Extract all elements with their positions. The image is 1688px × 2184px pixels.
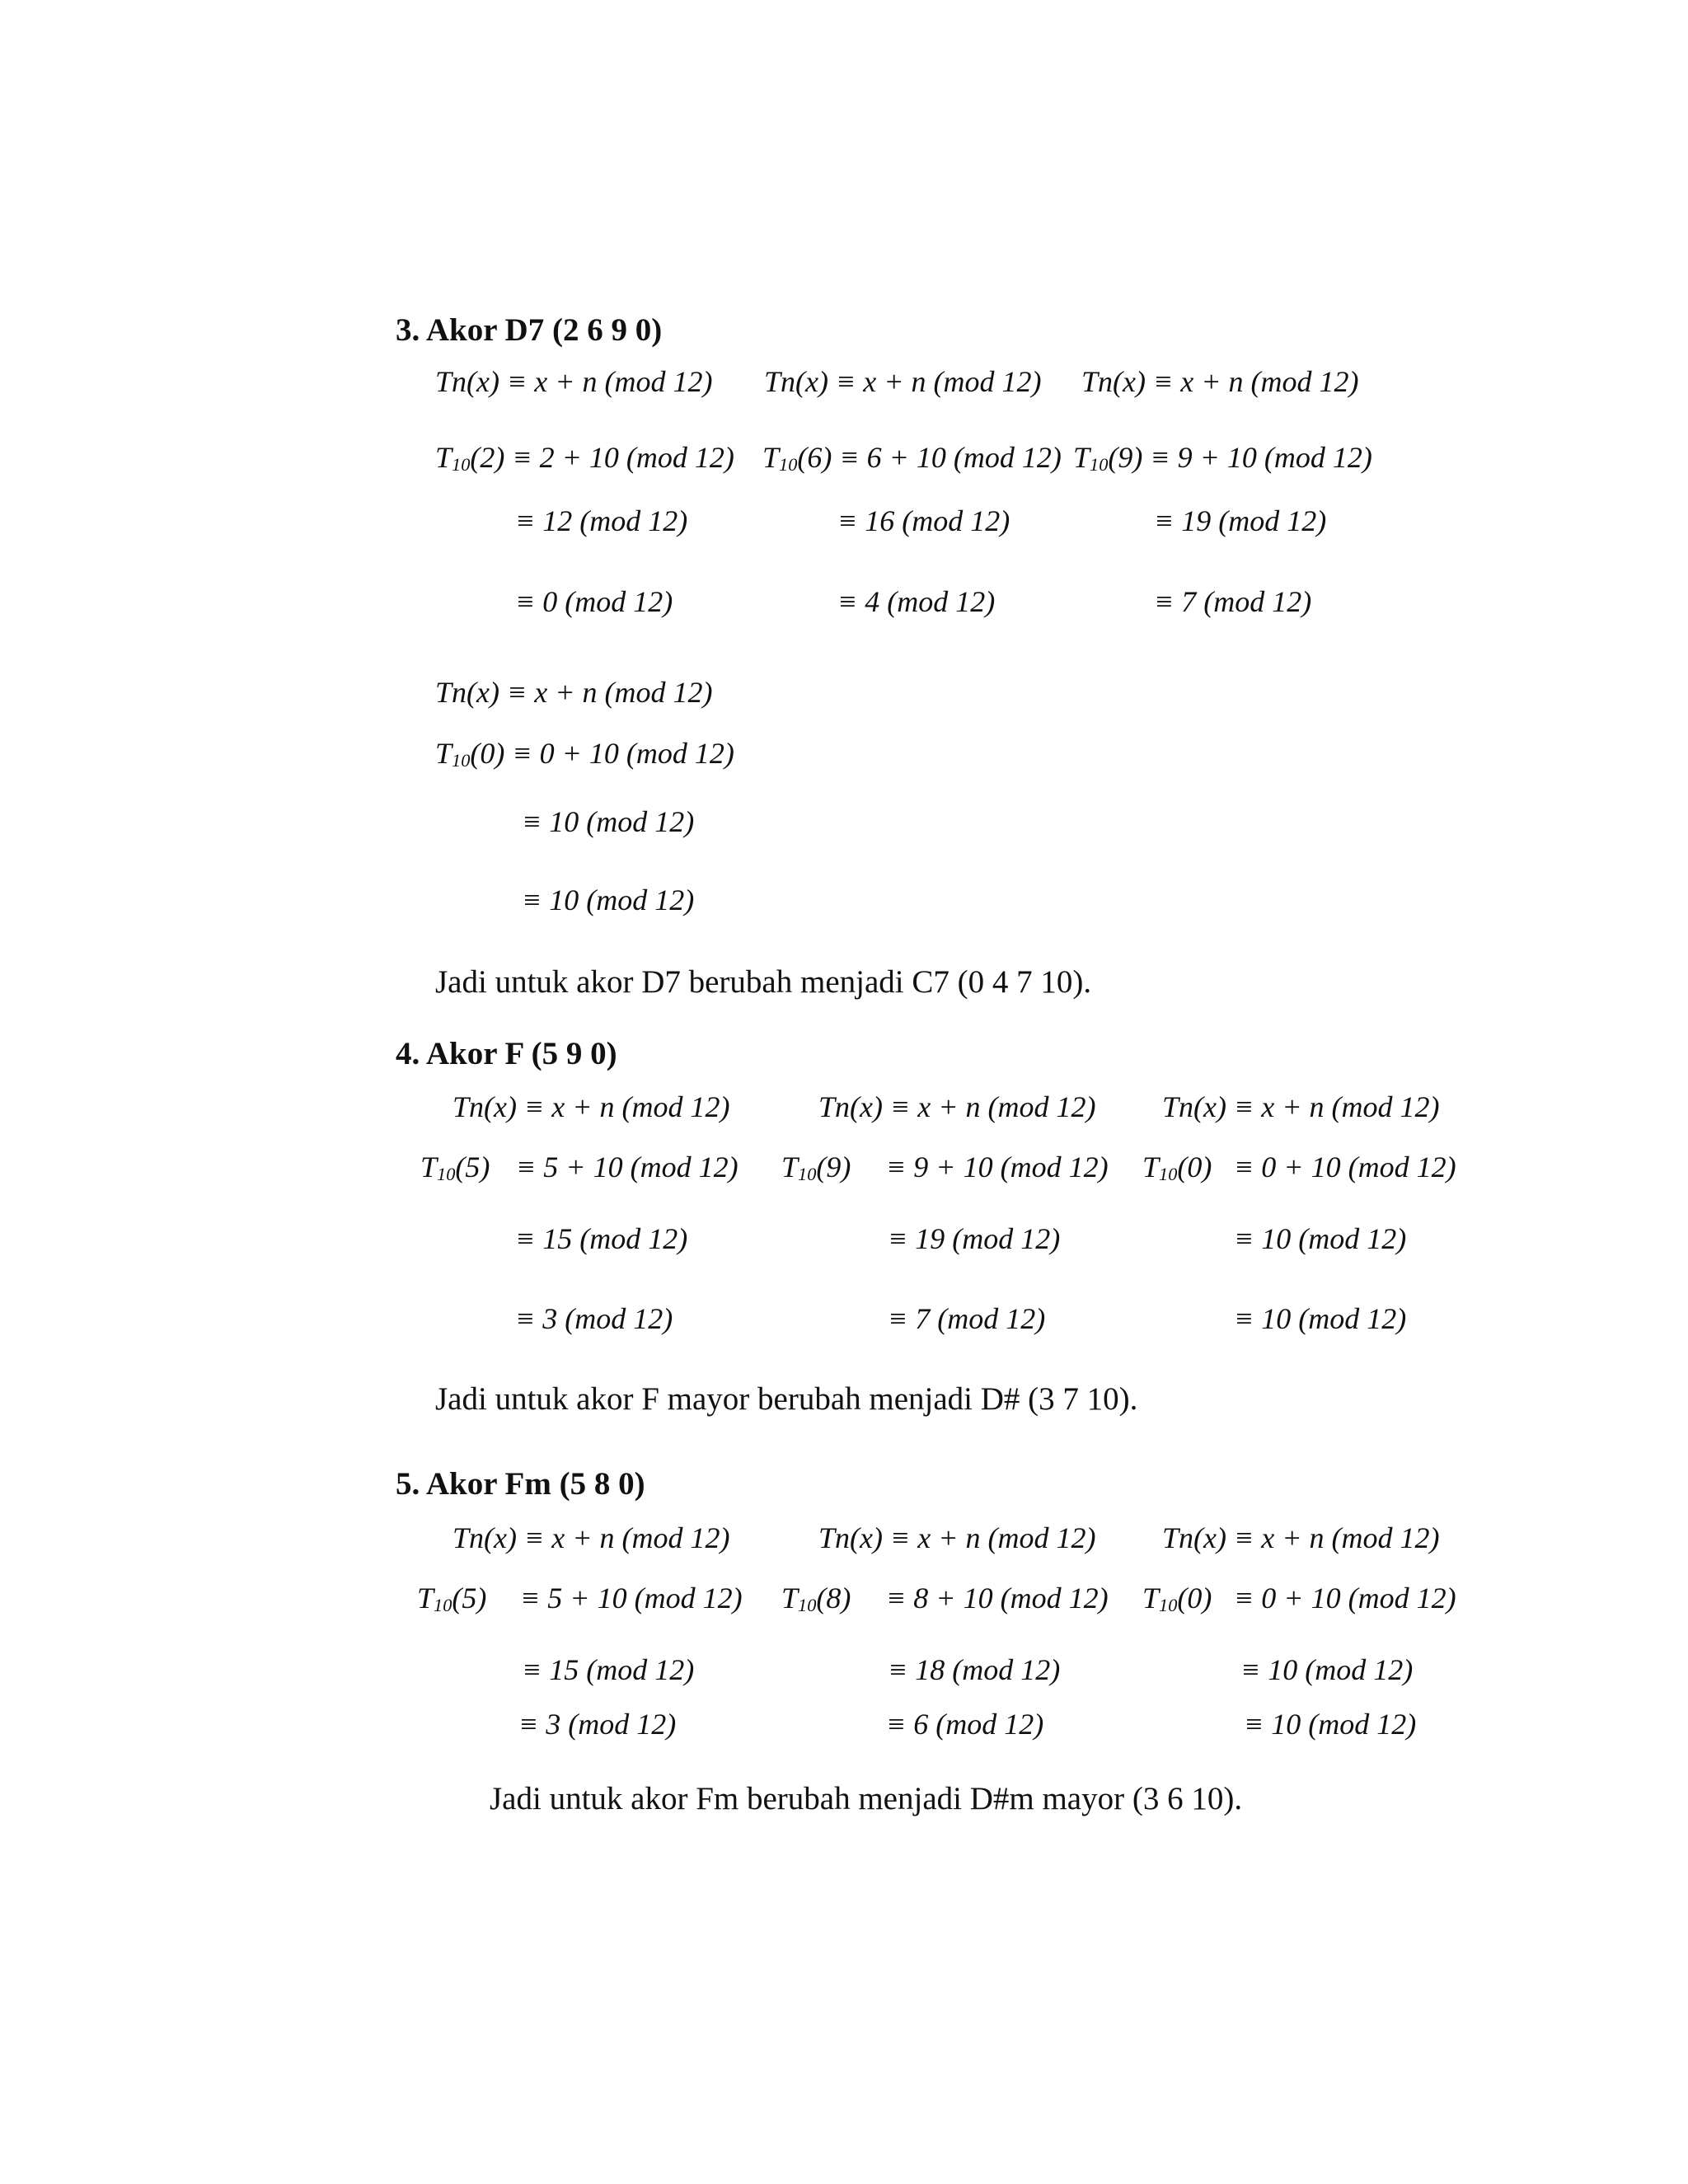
s4-conclusion: Jadi untuk akor F mayor berubah menjadi D# (3 7 10). <box>435 1381 1138 1417</box>
s5-col1-result: ≡ 3 (mod 12) <box>518 1708 677 1741</box>
s5-col1-general-formula: Tn(x) ≡ x + n (mod 12) <box>452 1521 730 1554</box>
s5-col2-sum: ≡ 18 (mod 12) <box>888 1653 1061 1686</box>
section-5-heading: 5. Akor Fm (5 8 0) <box>396 1466 645 1502</box>
s4-col1-substitution: ≡ 5 + 10 (mod 12) <box>516 1151 738 1183</box>
s5-col2-label: $T_{10}(8)$ <box>781 1582 851 1616</box>
s3-col3-result: ≡ 7 (mod 12) <box>1154 585 1312 618</box>
s4-col1-general-formula: Tn(x) ≡ x + n (mod 12) <box>452 1090 730 1123</box>
s3-col1-sum: ≡ 12 (mod 12) <box>515 504 688 537</box>
s4-col1-result: ≡ 3 (mod 12) <box>515 1302 673 1335</box>
s3-conclusion: Jadi untuk akor D7 berubah menjadi C7 (0 4 7 10). <box>435 964 1092 1000</box>
s5-col3-general-formula: Tn(x) ≡ x + n (mod 12) <box>1162 1521 1440 1554</box>
s3-col2-sum: ≡ 16 (mod 12) <box>837 504 1010 537</box>
s3-col3-general-formula: Tn(x) ≡ x + n (mod 12) <box>1081 365 1359 398</box>
s4-col2-substitution: ≡ 9 + 10 (mod 12) <box>886 1151 1109 1183</box>
s4-col3-label: $T_{10}(0)$ <box>1142 1151 1212 1185</box>
s4-col2-label: $T_{10}(9)$ <box>781 1151 851 1185</box>
s5-col3-label: $T_{10}(0)$ <box>1142 1582 1212 1616</box>
section-4-heading: 4. Akor F (5 9 0) <box>396 1036 617 1071</box>
s4-col2-general-formula: Tn(x) ≡ x + n (mod 12) <box>818 1090 1096 1123</box>
s5-col3-sum: ≡ 10 (mod 12) <box>1240 1653 1414 1686</box>
s5-col1-substitution: ≡ 5 + 10 (mod 12) <box>520 1582 743 1615</box>
s5-col2-result: ≡ 6 (mod 12) <box>886 1708 1044 1741</box>
s3-col4-sum: ≡ 10 (mod 12) <box>522 805 695 838</box>
s4-col2-sum: ≡ 19 (mod 12) <box>888 1222 1061 1255</box>
s3-col1-substitution: $T_{10}(2) \equiv 2 + 10$ (mod 12) <box>435 441 734 476</box>
s5-col2-substitution: ≡ 8 + 10 (mod 12) <box>886 1582 1109 1615</box>
s5-col3-substitution: ≡ 0 + 10 (mod 12) <box>1234 1582 1456 1615</box>
s4-col1-sum: ≡ 15 (mod 12) <box>515 1222 688 1255</box>
s3-col2-result: ≡ 4 (mod 12) <box>837 585 996 618</box>
section-3-heading: 3. Akor D7 (2 6 9 0) <box>396 312 663 348</box>
s3-col4-general-formula: Tn(x) ≡ x + n (mod 12) <box>435 676 713 709</box>
s4-col2-result: ≡ 7 (mod 12) <box>888 1302 1046 1335</box>
s4-col3-result: ≡ 10 (mod 12) <box>1234 1302 1407 1335</box>
s4-col3-general-formula: Tn(x) ≡ x + n (mod 12) <box>1162 1090 1440 1123</box>
s4-col3-substitution: ≡ 0 + 10 (mod 12) <box>1234 1151 1456 1183</box>
s5-col1-sum: ≡ 15 (mod 12) <box>522 1653 695 1686</box>
s3-col4-result: ≡ 10 (mod 12) <box>522 883 695 916</box>
s3-col1-general-formula: Tn(x) ≡ x + n (mod 12) <box>435 365 713 398</box>
s3-col4-substitution: $T_{10}(0) \equiv 0 + 10$ (mod 12) <box>435 737 734 771</box>
s5-col1-label: $T_{10}(5)$ <box>417 1582 487 1616</box>
s5-conclusion: Jadi untuk akor Fm berubah menjadi D#m mayor (3 6 10). <box>490 1781 1243 1816</box>
s3-col3-sum: ≡ 19 (mod 12) <box>1154 504 1327 537</box>
s4-col1-label: $T_{10}(5)$ <box>420 1151 490 1185</box>
s5-col3-result: ≡ 10 (mod 12) <box>1244 1708 1417 1741</box>
s3-col2-substitution: $T_{10}(6) \equiv 6 + 10$ (mod 12) <box>762 441 1062 476</box>
s4-col3-sum: ≡ 10 (mod 12) <box>1234 1222 1407 1255</box>
s3-col1-result: ≡ 0 (mod 12) <box>515 585 673 618</box>
s3-col2-general-formula: Tn(x) ≡ x + n (mod 12) <box>764 365 1042 398</box>
s5-col2-general-formula: Tn(x) ≡ x + n (mod 12) <box>818 1521 1096 1554</box>
s3-col3-substitution: $T_{10}(9) \equiv 9 + 10$ (mod 12) <box>1073 441 1372 476</box>
